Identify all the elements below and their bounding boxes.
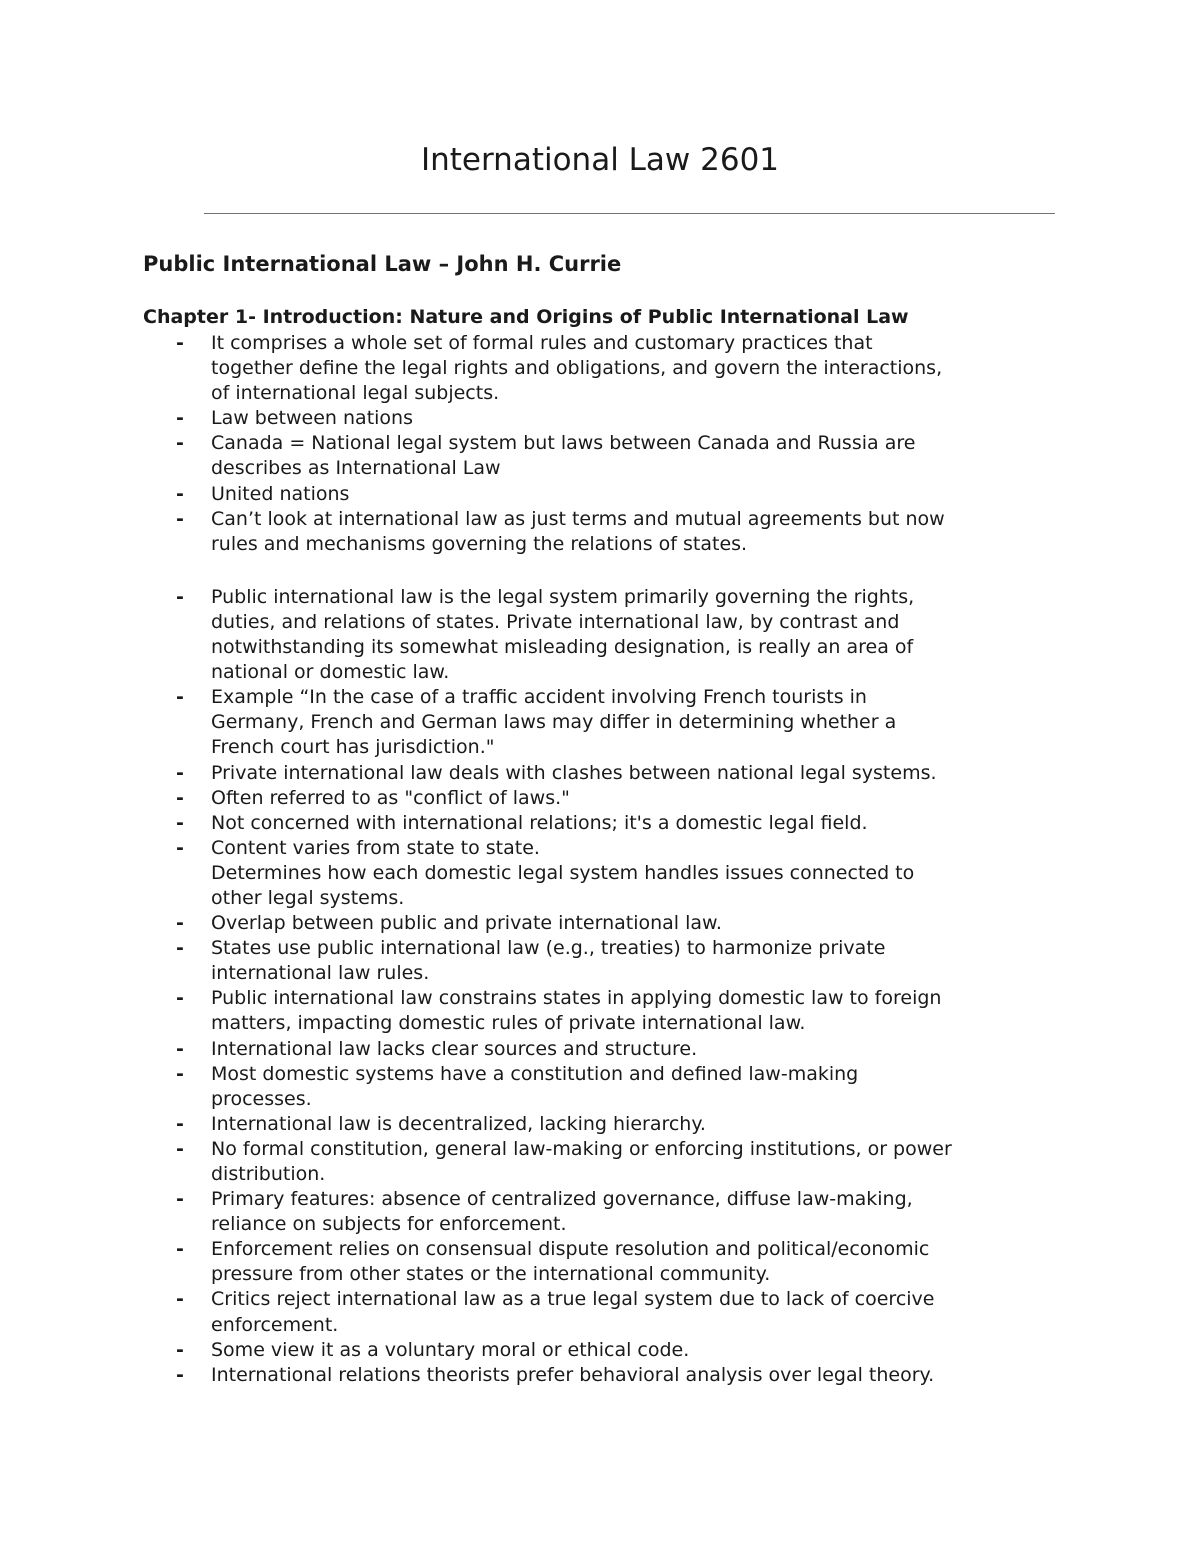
bullet-dash-marker: - (176, 585, 184, 608)
bullet-text-line: Primary features: absence of centralized governance, diffuse law-making, (211, 1188, 913, 1211)
bullet-item (143, 1237, 1063, 1287)
chapter-heading: Chapter 1- Introduction: Nature and Origins of Public International Law (143, 306, 909, 328)
bullet-text-line: Not concerned with international relations; it's a domestic legal field. (211, 811, 868, 834)
bullet-item (143, 431, 1063, 481)
bullet-text-line: national or domestic law. (211, 661, 450, 684)
bullet-item (143, 1338, 1063, 1363)
bullet-text-line: International law lacks clear sources and structure. (211, 1037, 698, 1060)
bullet-item (143, 406, 1063, 431)
bullet-text-line: Overlap between public and private international law. (211, 912, 722, 935)
bullet-text-line: Public international law is the legal system primarily governing the rights, (211, 585, 915, 608)
bullet-item (143, 685, 1063, 760)
bullet-text-line: of international legal subjects. (211, 382, 500, 405)
book-heading: Public International Law – John H. Currie (143, 252, 622, 276)
bullet-dash-marker: - (176, 507, 184, 530)
bullet-text-line: together define the legal rights and obligations, and govern the interactions, (211, 357, 943, 380)
bullet-text-line: Most domestic systems have a constitution and defined law-making (211, 1062, 859, 1085)
bullet-dash-marker: - (176, 1037, 184, 1060)
bullet-text-line: Can’t look at international law as just terms and mutual agreements but now (211, 507, 945, 530)
bullet-text-line: reliance on subjects for enforcement. (211, 1213, 567, 1236)
bullet-text-line: rules and mechanisms governing the relations of states. (211, 532, 748, 555)
bullet-text-line: No formal constitution, general law-making or enforcing institutions, or power (211, 1137, 952, 1160)
bullet-item (143, 1137, 1063, 1187)
bullet-text-line: Private international law deals with clashes between national legal systems. (211, 761, 937, 784)
bullet-dash-marker: - (176, 1363, 184, 1386)
bullet-text-line: Some view it as a voluntary moral or ethical code. (211, 1338, 690, 1361)
bullet-item (143, 331, 1063, 406)
bullet-text-line: Example “In the case of a traffic accident involving French tourists in (211, 686, 867, 709)
bullet-dash-marker: - (176, 1238, 184, 1261)
bullet-text-line: Public international law constrains states in applying domestic law to foreign (211, 987, 942, 1010)
bullet-item (143, 1363, 1063, 1388)
bullet-dash-marker: - (176, 432, 184, 455)
bullet-dash-marker: - (176, 332, 184, 354)
bullet-dash-marker: - (176, 786, 184, 809)
bullet-dash-marker: - (176, 482, 184, 505)
bullet-dash-marker: - (176, 912, 184, 935)
bullet-text-line: notwithstanding its somewhat misleading designation, is really an area of (211, 636, 914, 659)
bullet-item (143, 1287, 1063, 1337)
bullet-dash-marker: - (176, 1188, 184, 1211)
bullet-dash-marker: - (176, 811, 184, 834)
bullet-dash-marker: - (176, 761, 184, 784)
bullet-text-line: Law between nations (211, 407, 413, 430)
bullet-text-line: French court has jurisdiction." (211, 736, 495, 759)
bullet-text-line: States use public international law (e.g., treaties) to harmonize private (211, 937, 886, 960)
bullet-list (143, 331, 1063, 1388)
bullet-text-line: duties, and relations of states. Private international law, by contrast and (211, 610, 900, 633)
bullet-text-line: It comprises a whole set of formal rules and customary practices that (211, 332, 873, 354)
bullet-dash-marker: - (176, 937, 184, 960)
bullet-text-line: Germany, French and German laws may differ in determining whether a (211, 711, 897, 734)
bullet-text-line: processes. (211, 1087, 312, 1110)
document-title: International Law 2601 (420, 142, 780, 178)
bullet-item (143, 1187, 1063, 1237)
bullet-item (143, 482, 1063, 507)
bullet-item (143, 585, 1063, 685)
bullet-dash-marker: - (176, 1062, 184, 1085)
bullet-text-line: Often referred to as "conflict of laws." (211, 786, 570, 809)
bullet-dash-marker: - (176, 1112, 184, 1135)
bullet-dash-marker: - (176, 1288, 184, 1311)
bullet-item (143, 1062, 1063, 1112)
bullet-text-line: Critics reject international law as a true legal system due to lack of coercive (211, 1288, 935, 1311)
bullet-item (143, 986, 1063, 1036)
title-underline-rule (204, 213, 1055, 214)
bullet-text-line: Enforcement relies on consensual dispute resolution and political/economic (211, 1238, 930, 1261)
bullet-text-line: Determines how each domestic legal system handles issues connected to (211, 861, 915, 884)
bullet-item (143, 911, 1063, 936)
bullet-text-line: distribution. (211, 1163, 326, 1185)
bullet-text-line: enforcement. (211, 1313, 339, 1336)
bullet-dash-marker: - (176, 1338, 184, 1361)
bullet-dash-marker: - (176, 1137, 184, 1160)
bullet-dash-marker: - (176, 407, 184, 430)
bullet-text-line: describes as International Law (211, 457, 501, 480)
bullet-item (143, 786, 1063, 811)
bullet-text-line: International relations theorists prefer behavioral analysis over legal theory. (211, 1363, 935, 1386)
bullet-text-line: Canada = National legal system but laws between Canada and Russia are (211, 432, 916, 455)
bullet-item (143, 507, 1063, 557)
bullet-item (143, 1112, 1063, 1137)
bullet-text-line: Content varies from state to state. (211, 836, 540, 859)
bullet-text-line: International law is decentralized, lacking hierarchy. (211, 1112, 706, 1135)
bullet-text-line: international law rules. (211, 962, 430, 985)
bullet-text-line: pressure from other states or the international community. (211, 1263, 771, 1286)
bullet-text-line: United nations (211, 482, 350, 505)
bullet-text-line: other legal systems. (211, 886, 405, 909)
bullet-item (143, 836, 1063, 911)
bullet-item (143, 811, 1063, 836)
bullet-dash-marker: - (176, 836, 184, 859)
bullet-item (143, 1037, 1063, 1062)
bullet-dash-marker: - (176, 686, 184, 709)
bullet-text-line: matters, impacting domestic rules of private international law. (211, 1012, 806, 1035)
bullet-item (143, 936, 1063, 986)
bullet-dash-marker: - (176, 987, 184, 1010)
bullet-item (143, 761, 1063, 786)
